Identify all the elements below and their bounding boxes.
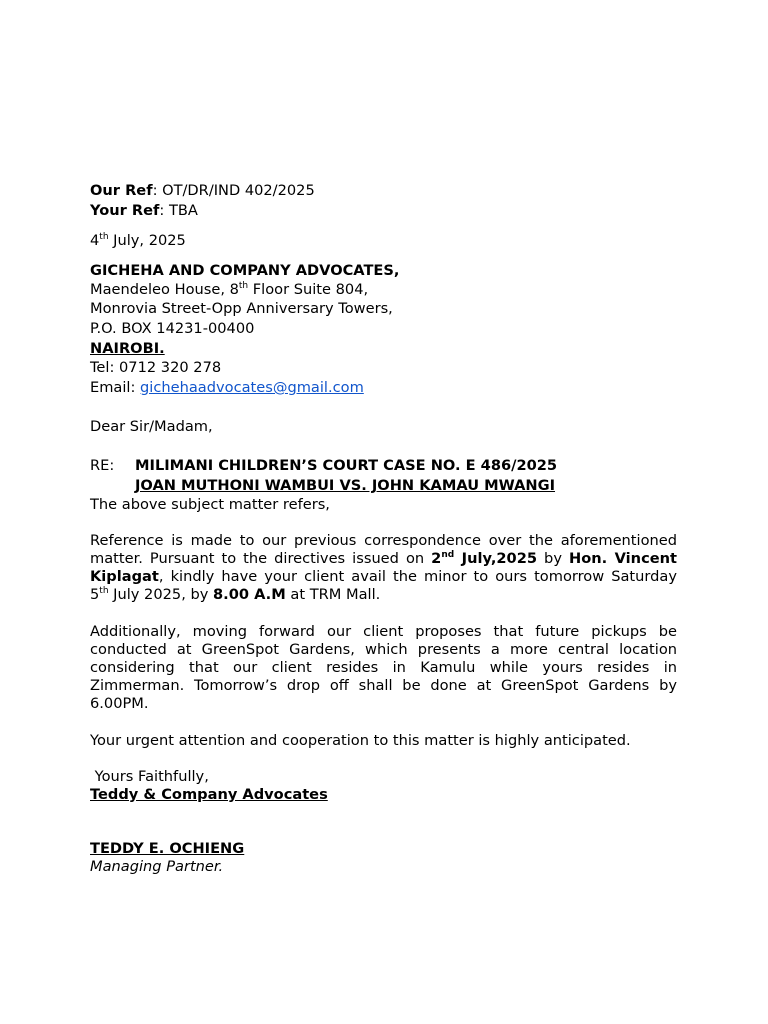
valediction: Yours Faithfully, <box>90 768 209 785</box>
paragraph-1-line-1: Reference is made to our previous correspondence over the aforementioned <box>90 532 677 549</box>
paragraph-1-line-2 <box>90 550 677 568</box>
p1-l2-by: by <box>537 550 569 567</box>
your-ref <box>90 202 198 220</box>
intro-line: The above subject matter refers, <box>90 496 330 513</box>
subject-label: RE: <box>90 457 115 474</box>
paragraph-2-line-4: Zimmerman. Tomorrow’s drop off shall be done at GreenSpot Gardens by <box>90 677 677 694</box>
p1-l2-sup: nd <box>441 550 455 561</box>
letter-date <box>90 232 186 250</box>
address-1-part-b: Floor Suite 804, <box>248 281 369 298</box>
p1-l2-judge: Hon. Vincent <box>569 550 677 567</box>
address-1-part-a: Maendeleo House, 8 <box>90 281 239 298</box>
p1-l2-date: July,2025 <box>454 550 538 567</box>
date-day-suffix: th <box>99 232 109 243</box>
recipient-tel: Tel: 0712 320 278 <box>90 359 222 376</box>
recipient-city: NAIROBI. <box>90 340 165 357</box>
recipient-address-1 <box>90 281 368 299</box>
paragraph-1-line-4 <box>90 586 677 604</box>
email-link[interactable]: gichehaadvocates@gmail.com <box>140 379 364 396</box>
recipient-address-2: Monrovia Street-Opp Anniversary Towers, <box>90 300 393 317</box>
subject-line-2: JOAN MUTHONI WAMBUI VS. JOHN KAMAU MWANGI <box>135 477 556 494</box>
p1-l4-day: 5 <box>90 586 100 603</box>
paragraph-2 <box>90 623 677 713</box>
signatory-name: TEDDY E. OCHIENG <box>90 840 245 857</box>
salutation: Dear Sir/Madam, <box>90 418 213 435</box>
p1-l3-text: , kindly have your client avail the minor to ours tomorrow Saturday <box>158 568 677 585</box>
paragraph-1-line-3 <box>90 568 677 586</box>
your-ref-value: : TBA <box>159 202 198 219</box>
paragraph-2-line-2: conducted at GreenSpot Gardens, which presents a more central location <box>90 641 677 658</box>
date-day: 4 <box>90 232 100 249</box>
p1-l4-sup: th <box>99 586 109 597</box>
paragraph-3: Your urgent attention and cooperation to this matter is highly anticipated. <box>90 732 631 749</box>
p1-l2-day: 2 <box>431 550 442 567</box>
signatory-title: Managing Partner. <box>90 858 224 875</box>
recipient-address-3: P.O. BOX 14231-00400 <box>90 320 255 337</box>
p1-l4-place: at TRM Mall. <box>285 586 381 603</box>
date-rest: July, 2025 <box>108 232 186 249</box>
email-label: Email: <box>90 379 141 396</box>
your-ref-label: Your Ref <box>90 202 160 219</box>
our-ref-label: Our Ref <box>90 182 153 199</box>
our-ref <box>90 182 315 200</box>
p1-l4-time: 8.00 A.M <box>213 586 286 603</box>
our-ref-value: : OT/DR/IND 402/2025 <box>152 182 315 199</box>
paragraph-2-line-3: considering that our client resides in Kamulu while yours resides in <box>90 659 677 676</box>
paragraph-2-line-1: Additionally, moving forward our client proposes that future pickups be <box>90 623 677 640</box>
paragraph-1 <box>90 532 677 604</box>
subject-line-1: MILIMANI CHILDREN’S COURT CASE NO. E 486/2025 <box>135 457 558 474</box>
p1-l4-text: July 2025, by <box>108 586 214 603</box>
recipient-email-line <box>90 379 364 397</box>
p1-l2-a: matter. Pursuant to the directives issued on <box>90 550 432 567</box>
recipient-firm: GICHEHA AND COMPANY ADVOCATES, <box>90 262 400 279</box>
address-1-sup: th <box>238 281 249 292</box>
paragraph-2-line-5: 6.00PM. <box>90 695 149 712</box>
closing-firm: Teddy & Company Advocates <box>90 786 328 803</box>
p1-l3-judge: Kiplagat <box>90 568 159 585</box>
